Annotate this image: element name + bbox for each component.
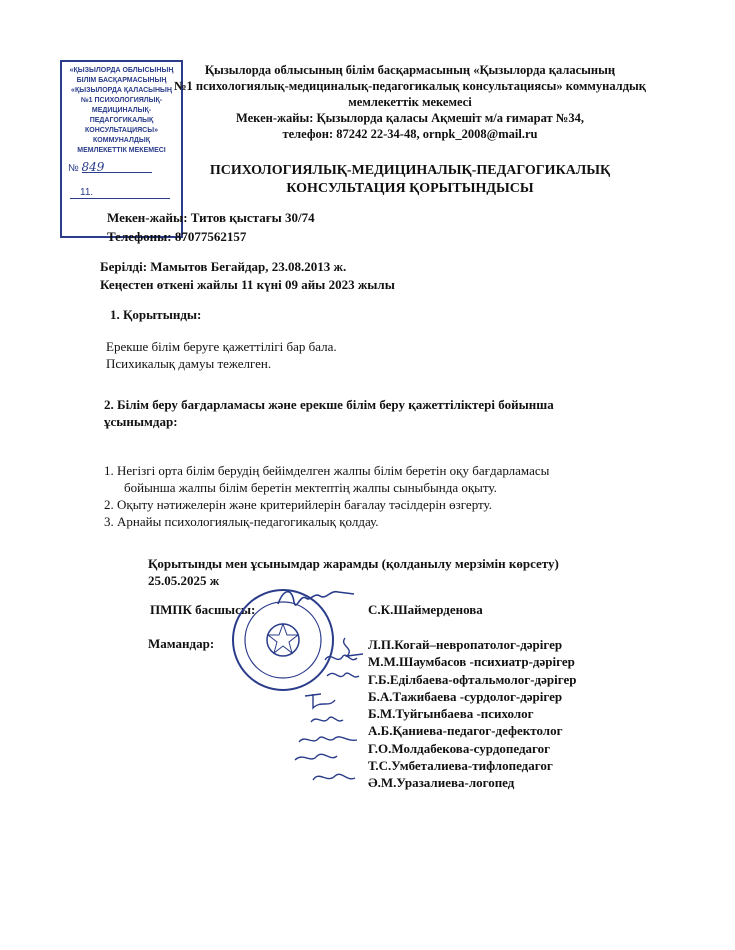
stamp-line: «ҚЫЗЫЛОРДА ҚАЛАСЫНЫҢ bbox=[71, 87, 172, 94]
stamp-number: 849 bbox=[82, 162, 152, 173]
specialist-item: Б.М.Туйгынбаева -психолог bbox=[368, 706, 534, 722]
stamp-line: БІЛІМ БАСҚАРМАСЫНЫҢ bbox=[76, 77, 167, 84]
recommendation-item: 2. Оқыту нәтижелерін және критерийлерін бағалау тәсілдерін өзгерту. bbox=[104, 497, 492, 512]
section1-heading: 1. Қорытынды: bbox=[110, 307, 202, 322]
stamp-line: «ҚЫЗЫЛОРДА ОБЛЫСЫНЫҢ bbox=[69, 67, 174, 74]
stamp-line: №1 ПСИХОЛОГИЯЛЫҚ- bbox=[80, 97, 163, 104]
specialist-item: М.М.Шаумбасов -психиатр-дәрігер bbox=[368, 654, 575, 670]
document-title bbox=[150, 162, 670, 198]
specialist-item: Г.Б.Еділбаева-офтальмолог-дәрігер bbox=[368, 671, 577, 687]
header-address: Мекен-жайы: Қызылорда қаласы Ақмешіт м/а ғимарат №34, bbox=[236, 111, 584, 125]
header-contacts: телефон: 87242 22-34-48, ornpk_2008@mail.ru bbox=[282, 127, 538, 141]
specialist-item: Т.С.Умбеталиева-тифлопедагог bbox=[368, 758, 553, 774]
org-header bbox=[150, 62, 670, 142]
patient-address bbox=[107, 208, 315, 246]
head-name: С.К.Шаймерденова bbox=[368, 602, 483, 617]
title-line: ПСИХОЛОГИЯЛЫҚ-МЕДИЦИНАЛЫҚ-ПЕДАГОГИКАЛЫҚ bbox=[209, 163, 611, 178]
stamp-date: 11. bbox=[70, 188, 170, 199]
head-label: ПМПК басшысы: bbox=[150, 602, 256, 617]
recommendation-item: 1. Негізгі орта білім берудің бейімделген жалпы білім беретін оқу бағдарламасы bbox=[104, 463, 550, 478]
specialist-item: А.Б.Қаниева-педагог-дефектолог bbox=[368, 723, 563, 739]
issued-info bbox=[100, 258, 395, 294]
recommendation-item: 3. Арнайы психологиялық-педагогикалық қолдау. bbox=[104, 514, 379, 529]
phone-line: Телефоны: 87077562157 bbox=[107, 229, 247, 244]
specialists-list bbox=[368, 636, 576, 792]
title-line: КОНСУЛЬТАЦИЯ ҚОРЫТЫНДЫСЫ bbox=[286, 181, 534, 196]
stamp-line: МЕМЛЕКЕТТІК МЕКЕМЕСІ bbox=[77, 147, 166, 154]
header-line: №1 психологиялық-медициналық-педагогикалық консультациясы» коммуналдық bbox=[174, 79, 646, 93]
recommendation-item-cont: бойынша жалпы білім беретін мектептің жалпы сыныбында оқыту. bbox=[124, 480, 497, 495]
specialist-item: Б.А.Тажибаева -сурдолог-дәрігер bbox=[368, 688, 563, 704]
header-line: Қызылорда облысының білім басқармасының «Қызылорда қаласының bbox=[204, 63, 616, 77]
stamp-line: МЕДИЦИНАЛЫҚ- bbox=[91, 107, 152, 114]
address-line: Мекен-жайы: Титов қыстағы 30/74 bbox=[107, 210, 315, 225]
conclusion-line: Ерекше білім беруге қажеттілігі бар бала. bbox=[106, 339, 337, 354]
header-line: мемлекеттік мекемесі bbox=[348, 95, 472, 109]
validity-line: Қорытынды мен ұсынымдар жарамды (қолданылу мерзімін көрсету) bbox=[148, 556, 559, 571]
validity-date: 25.05.2025 ж bbox=[148, 573, 220, 588]
stamp-line: КОНСУЛЬТАЦИЯСЫ» bbox=[85, 127, 158, 134]
issued-to: Берілді: Мамытов Бегайдар, 23.08.2013 ж. bbox=[100, 259, 347, 274]
specialists-signatures bbox=[285, 630, 370, 800]
stamp-number-prefix: № bbox=[68, 163, 79, 174]
consultation-date: Кеңестен өткені жайлы 11 күні 09 айы 2023 жылы bbox=[100, 277, 395, 292]
stamp-line: КОММУНАЛДЫҚ bbox=[93, 137, 150, 144]
conclusion-line: Психикалық дамуы тежелген. bbox=[106, 356, 272, 371]
specialist-item: Ә.М.Уразалиева-логопед bbox=[368, 775, 515, 791]
section2-heading-line: ұсынымдар: bbox=[104, 414, 178, 429]
section1-conclusion bbox=[106, 338, 337, 372]
specialists-label: Мамандар: bbox=[148, 636, 215, 651]
specialist-item: Л.П.Когай–невропатолог-дәрігер bbox=[368, 637, 563, 652]
specialist-item: Г.О.Молдабекова-сурдопедагог bbox=[368, 740, 551, 756]
recommendations-list bbox=[104, 462, 549, 530]
section2-heading bbox=[104, 396, 554, 430]
head-signature bbox=[270, 582, 360, 618]
section2-heading-line: 2. Білім беру бағдарламасы және ерекше білім беру қажеттіліктері бойынша bbox=[104, 397, 554, 412]
stamp-line: ПЕДАГОГИКАЛЫҚ bbox=[89, 117, 154, 124]
